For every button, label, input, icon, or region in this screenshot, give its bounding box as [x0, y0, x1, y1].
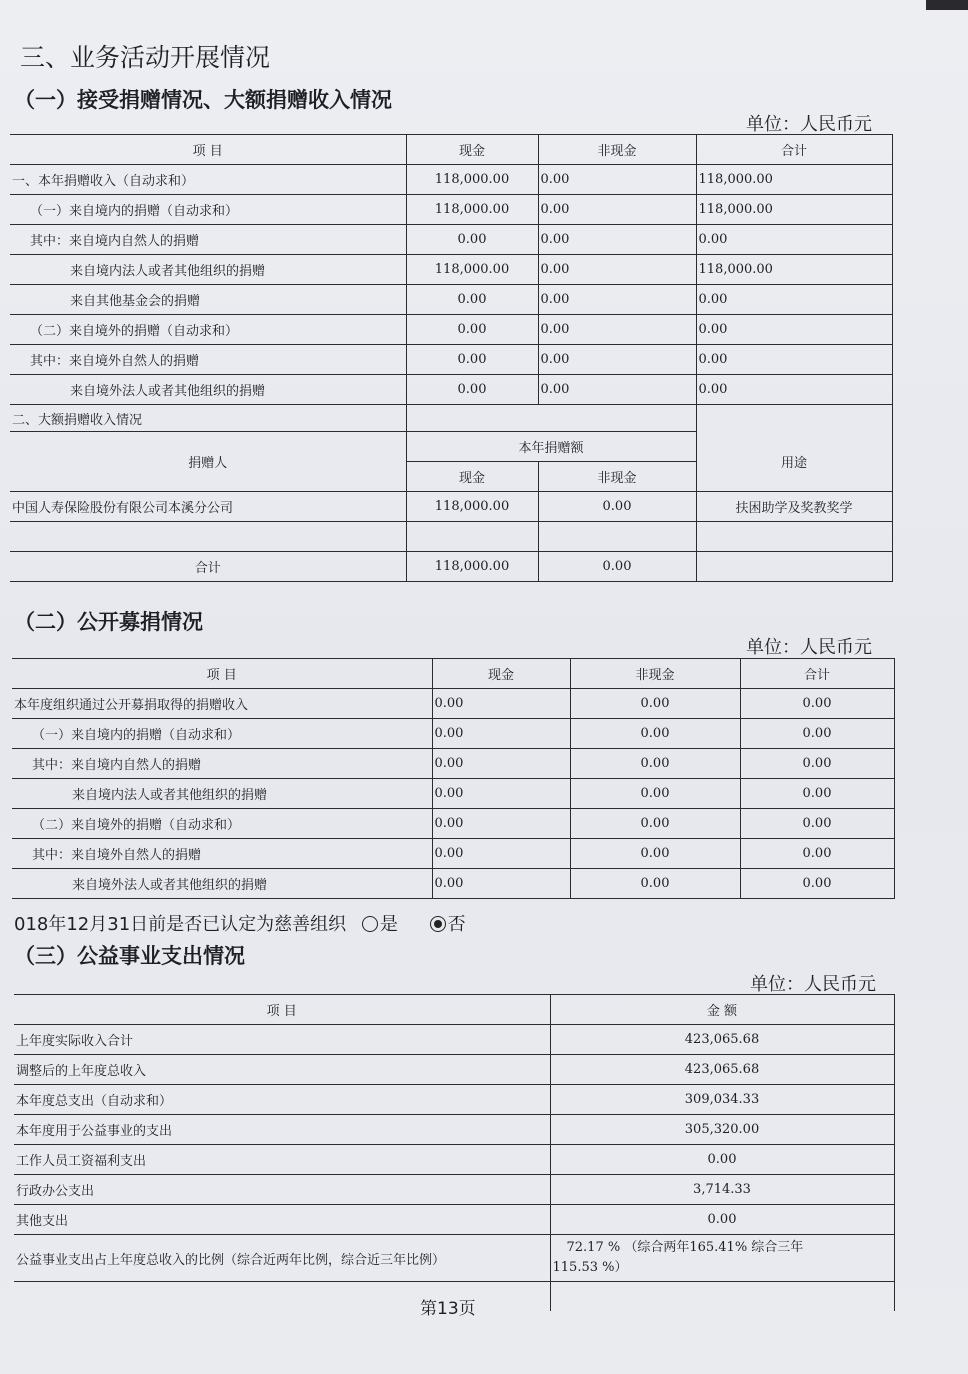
- table-row: [12, 869, 894, 899]
- page-number: 第13页: [420, 1299, 476, 1319]
- total-cell: 0.00: [740, 839, 894, 869]
- total-cell: 0.00: [696, 285, 892, 315]
- noncash-cell: 0.00: [538, 285, 696, 315]
- ratio-value-2: 115.53 %）: [552, 1260, 628, 1275]
- row-label: 来自境外法人或者其他组织的捐赠: [12, 869, 432, 899]
- table-row: [10, 285, 892, 315]
- large-donation-title: 二、大额捐赠收入情况: [10, 405, 406, 432]
- radio-yes[interactable]: [362, 916, 378, 932]
- cash-cell: 118,000.00: [406, 255, 538, 285]
- s3-title: （三）公益事业支出情况: [14, 944, 245, 968]
- cash-cell: 0.00: [406, 345, 538, 375]
- table-row: [14, 1115, 894, 1145]
- table-row: [12, 779, 894, 809]
- donor-header: 捐赠人: [10, 432, 406, 492]
- table-row: [14, 1025, 894, 1055]
- noncash-cell: 0.00: [538, 315, 696, 345]
- s2-title: （二）公开募捐情况: [14, 610, 203, 634]
- table-row: [14, 1175, 894, 1205]
- donor-purpose: 扶困助学及奖教奖学: [696, 492, 892, 522]
- total-cell: 118,000.00: [696, 165, 892, 195]
- table-row: [12, 689, 894, 719]
- header-noncash: 非现金: [538, 135, 696, 165]
- noncash-cell: 0.00: [570, 749, 740, 779]
- noncash-cell: 0.00: [538, 375, 696, 405]
- header-amount: 金 额: [550, 995, 894, 1025]
- row-label: 来自境外法人或者其他组织的捐赠: [10, 375, 406, 405]
- section-title: 三、业务活动开展情况: [20, 43, 271, 72]
- table-row: [10, 345, 892, 375]
- table-header-row: [12, 659, 894, 689]
- donor-name: 中国人寿保险股份有限公司本溪分公司: [10, 492, 406, 522]
- row-label: 本年度总支出（自动求和）: [14, 1085, 550, 1115]
- amount-cell: 423,065.68: [550, 1025, 894, 1055]
- total-cell: 0.00: [740, 749, 894, 779]
- row-label: 其中：来自境外自然人的捐赠: [10, 345, 406, 375]
- row-label: 行政办公支出: [14, 1175, 550, 1205]
- radio-no-label: 否: [447, 914, 466, 935]
- table-row: [10, 375, 892, 405]
- table-row: [12, 749, 894, 779]
- row-label: （二）来自境外的捐赠（自动求和）: [12, 809, 432, 839]
- cash-cell: 0.00: [432, 749, 570, 779]
- row-label: 其中：来自境内自然人的捐赠: [10, 225, 406, 255]
- s3-unit: 单位：人民币元: [750, 974, 876, 995]
- total-cash: 118,000.00: [406, 552, 538, 582]
- cash-cell: 118,000.00: [406, 195, 538, 225]
- cash-cell: 0.00: [432, 839, 570, 869]
- ratio-value: 72.17 % （综合两年165.41% 综合三年: [566, 1240, 804, 1255]
- s1-title: （一）接受捐赠情况、大额捐赠收入情况: [14, 88, 392, 112]
- table-row: [14, 1145, 894, 1175]
- table-row: [10, 255, 892, 285]
- table-row: [12, 839, 894, 869]
- row-label: 本年度用于公益事业的支出: [14, 1115, 550, 1145]
- radio-no[interactable]: [430, 916, 446, 932]
- total-cell: 118,000.00: [696, 255, 892, 285]
- large-donation-header-row: [10, 432, 892, 462]
- header-total: 合计: [696, 135, 892, 165]
- cash-cell: 0.00: [432, 779, 570, 809]
- row-label: （一）来自境内的捐赠（自动求和）: [12, 719, 432, 749]
- amount-cell: 309,034.33: [550, 1085, 894, 1115]
- total-noncash: 0.00: [538, 552, 696, 582]
- total-cell: 0.00: [696, 345, 892, 375]
- table-row: [14, 1205, 894, 1235]
- cash-cell: 0.00: [406, 375, 538, 405]
- row-label: 其中：来自境外自然人的捐赠: [12, 839, 432, 869]
- header-cash: 现金: [406, 135, 538, 165]
- row-label: 本年度组织通过公开募捐取得的捐赠收入: [12, 689, 432, 719]
- table-row: [10, 165, 892, 195]
- header-total: 合计: [740, 659, 894, 689]
- table-row: [12, 719, 894, 749]
- table-row: [10, 225, 892, 255]
- table-row: [10, 195, 892, 225]
- table-header-row: [10, 135, 892, 165]
- amount-cell: 0.00: [550, 1205, 894, 1235]
- noncash-cell: 0.00: [570, 719, 740, 749]
- header-cash: 现金: [432, 659, 570, 689]
- ratio-row: [14, 1235, 894, 1282]
- noncash-cell: 0.00: [538, 195, 696, 225]
- amount-cell: 423,065.68: [550, 1055, 894, 1085]
- total-cell: 0.00: [740, 779, 894, 809]
- s2-unit: 单位：人民币元: [746, 637, 872, 658]
- noncash-cell: 0.00: [538, 225, 696, 255]
- noncash-cell: 0.00: [538, 165, 696, 195]
- table-row: [14, 1085, 894, 1115]
- purpose-header: 用途: [696, 432, 892, 492]
- row-label: 调整后的上年度总收入: [14, 1055, 550, 1085]
- noncash-subheader: 非现金: [538, 462, 696, 492]
- row-label: 其中：来自境内自然人的捐赠: [12, 749, 432, 779]
- cash-cell: 0.00: [432, 869, 570, 899]
- header-item: 项 目: [14, 995, 550, 1025]
- cash-cell: 0.00: [406, 285, 538, 315]
- table-row: [10, 315, 892, 345]
- row-label: 来自境内法人或者其他组织的捐赠: [10, 255, 406, 285]
- table-row: [14, 1055, 894, 1085]
- row-label: 工作人员工资福利支出: [14, 1145, 550, 1175]
- donor-cash: 118,000.00: [406, 492, 538, 522]
- amount-cell: 305,320.00: [550, 1115, 894, 1145]
- table-row: [12, 809, 894, 839]
- noncash-cell: 0.00: [570, 809, 740, 839]
- ratio-label: 公益事业支出占上年度总收入的比例（综合近两年比例，综合近三年比例）: [14, 1235, 550, 1282]
- noncash-cell: 0.00: [538, 255, 696, 285]
- row-label: （二）来自境外的捐赠（自动求和）: [10, 315, 406, 345]
- table-header-row: [14, 995, 894, 1025]
- cash-cell: 0.00: [432, 689, 570, 719]
- scan-corner: [926, 0, 968, 10]
- radio-yes-label: 是: [379, 914, 398, 935]
- total-cell: 0.00: [696, 225, 892, 255]
- header-item: 项 目: [12, 659, 432, 689]
- header-noncash: 非现金: [570, 659, 740, 689]
- row-label: 上年度实际收入合计: [14, 1025, 550, 1055]
- noncash-cell: 0.00: [570, 839, 740, 869]
- cash-cell: 0.00: [406, 225, 538, 255]
- charity-question-text: 018年12月31日前是否已认定为慈善组织: [14, 914, 347, 935]
- row-label: 一、本年捐赠收入（自动求和）: [10, 165, 406, 195]
- cash-subheader: 现金: [406, 462, 538, 492]
- ratio-cell: [550, 1235, 894, 1282]
- total-cell: 0.00: [740, 869, 894, 899]
- cash-cell: 118,000.00: [406, 165, 538, 195]
- large-donation-title-row: [10, 405, 892, 432]
- donor-row: [10, 492, 892, 522]
- expenditure-table: [14, 994, 895, 1311]
- amount-cell: 0.00: [550, 1145, 894, 1175]
- charity-question: [14, 910, 466, 936]
- total-row: [10, 552, 892, 582]
- empty-row: [10, 522, 892, 552]
- total-cell: 0.00: [740, 719, 894, 749]
- total-label: 合计: [10, 552, 406, 582]
- s1-unit: 单位：人民币元: [746, 114, 872, 135]
- total-cell: 0.00: [696, 375, 892, 405]
- row-label: 来自其他基金会的捐赠: [10, 285, 406, 315]
- donor-noncash: 0.00: [538, 492, 696, 522]
- cash-cell: 0.00: [406, 315, 538, 345]
- row-label: 其他支出: [14, 1205, 550, 1235]
- header-item: 项 目: [10, 135, 406, 165]
- noncash-cell: 0.00: [570, 869, 740, 899]
- noncash-cell: 0.00: [570, 779, 740, 809]
- cash-cell: 0.00: [432, 719, 570, 749]
- amount-header: 本年捐赠额: [406, 432, 696, 462]
- public-fundraising-table: [12, 658, 895, 899]
- row-label: （一）来自境内的捐赠（自动求和）: [10, 195, 406, 225]
- cash-cell: 0.00: [432, 809, 570, 839]
- total-cell: 0.00: [740, 689, 894, 719]
- row-label: 来自境内法人或者其他组织的捐赠: [12, 779, 432, 809]
- total-cell: 0.00: [740, 809, 894, 839]
- total-cell: 118,000.00: [696, 195, 892, 225]
- donation-table: [10, 134, 893, 582]
- amount-cell: 3,714.33: [550, 1175, 894, 1205]
- noncash-cell: 0.00: [570, 689, 740, 719]
- total-cell: 0.00: [696, 315, 892, 345]
- noncash-cell: 0.00: [538, 345, 696, 375]
